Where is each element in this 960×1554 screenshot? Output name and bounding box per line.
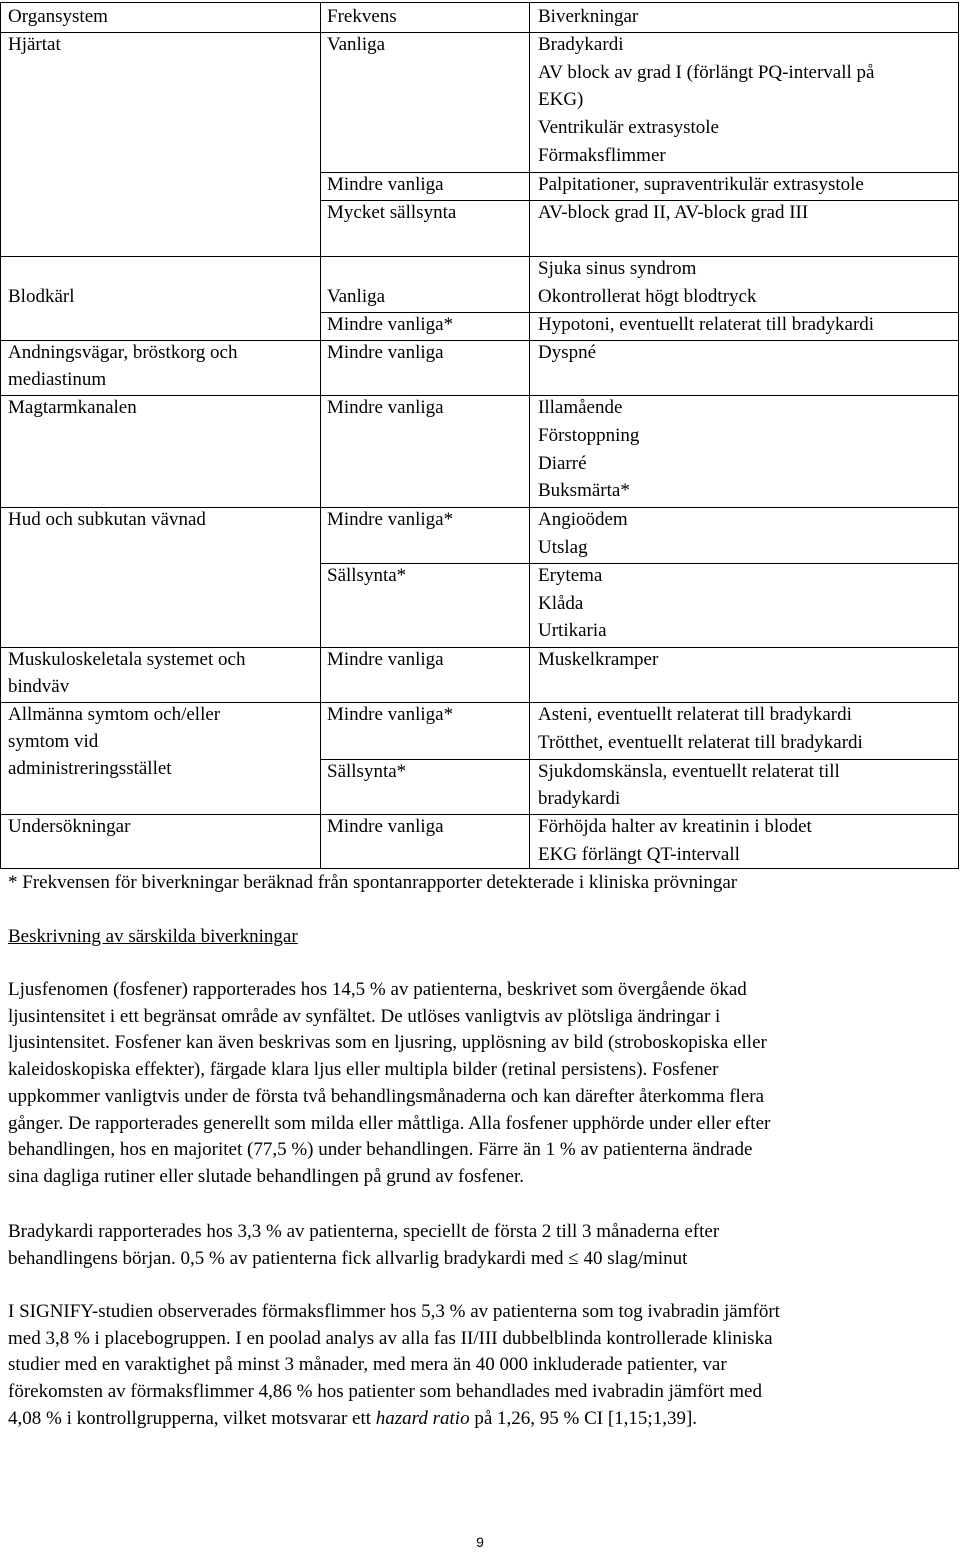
frequency-cell: Mindre vanliga: [327, 649, 444, 670]
table-rule: [0, 340, 959, 341]
paragraph-phosphenes: [8, 977, 952, 1191]
text-line: [8, 1406, 952, 1433]
table-rule: [320, 759, 959, 760]
frequency-cell: Mindre vanliga*: [327, 314, 454, 335]
text-segment: 4,08 % i kontrollgrupperna, vilket motsvarar ett: [8, 1407, 376, 1429]
table-rule: [0, 32, 959, 33]
text-line: I SIGNIFY-studien observerades förmaksflimmer hos 5,3 % av patienterna som tog ivabradin jämfört: [8, 1301, 780, 1322]
frequency-cell: Sällsynta*: [327, 565, 407, 586]
effect-cell: Diarré: [538, 453, 587, 474]
organ-cell: Undersökningar: [8, 816, 131, 837]
text-line: förekomsten av förmaksflimmer 4,86 % hos patienter som behandlades med ivabradin jämfört med: [8, 1381, 762, 1403]
effect-cell: Förmaksflimmer: [538, 145, 666, 166]
effect-cell: Sjukdomskänsla, eventuellt relaterat till: [538, 761, 840, 782]
table-rule: [0, 814, 959, 815]
effect-cell: Ventrikulär extrasystole: [538, 117, 719, 138]
table-rule: [320, 172, 959, 173]
section-heading: Beskrivning av särskilda biverkningar: [8, 926, 298, 947]
column-header-frequency: Frekvens: [327, 6, 397, 27]
table-rule: [0, 2, 1, 869]
effect-cell: Klåda: [538, 593, 584, 614]
organ-cell: Allmänna symtom och/eller: [8, 704, 221, 725]
organ-cell: Hud och subkutan vävnad: [8, 509, 206, 530]
frequency-cell: Mindre vanliga*: [327, 704, 454, 725]
effect-cell: AV block av grad I (förlängt PQ-intervall på: [538, 62, 875, 83]
table-rule: [320, 2, 321, 869]
effect-cell: EKG förlängt QT-intervall: [538, 844, 740, 865]
frequency-cell: Mycket sällsynta: [327, 202, 457, 223]
paragraph-bradycardia: [8, 1219, 952, 1272]
text-line: med 3,8 % i placebogruppen. I en poolad analys av alla fas II/III dubbelblinda kontrollerade kliniska: [8, 1327, 773, 1349]
frequency-cell: Mindre vanliga: [327, 397, 444, 418]
text-line: Ljusfenomen (fosfener) rapporterades hos 14,5 % av patienterna, beskrivet som övergående ökad: [8, 979, 747, 1000]
effect-cell: Sjuka sinus syndrom: [538, 258, 697, 279]
table-rule: [320, 312, 959, 313]
organ-cell: mediastinum: [8, 369, 107, 390]
effect-cell: Illamående: [538, 397, 623, 418]
text-line: gånger. De rapporterades generellt som milda eller måttliga. Alla fosfener upphörde under eller efter: [8, 1112, 771, 1134]
frequency-cell: Vanliga: [327, 34, 386, 55]
text-line: studier med en varaktighet på minst 3 månader, med mera än 40 000 inkluderade patienter, var: [8, 1354, 727, 1376]
table-rule: [529, 2, 530, 869]
text-line: uppkommer vanligtvis under de första två behandlingsmånaderna och kan därefter återkomma flera: [8, 1085, 765, 1107]
text-segment: på 1,26, 95 % CI [1,15;1,39].: [469, 1407, 698, 1429]
column-header-effects: Biverkningar: [538, 6, 639, 27]
frequency-cell: Vanliga: [327, 286, 386, 307]
effect-cell: Trötthet, eventuellt relaterat till bradykardi: [538, 732, 863, 753]
table-rule: [0, 647, 959, 648]
text-line: behandlingens början. 0,5 % av patienterna fick allvarlig bradykardi med ≤ 40 slag/minut: [8, 1247, 688, 1269]
effect-cell: Bradykardi: [538, 34, 624, 55]
effect-cell: Förhöjda halter av kreatinin i blodet: [538, 816, 812, 837]
effect-cell: Hypotoni, eventuellt relaterat till bradykardi: [538, 314, 875, 335]
frequency-cell: Mindre vanliga*: [327, 509, 454, 530]
organ-cell: symtom vid: [8, 731, 99, 752]
table-rule: [958, 2, 959, 869]
effect-cell: Okontrollerat högt blodtryck: [538, 286, 757, 307]
table-rule: [0, 2, 959, 3]
text-line: ljusintensitet i ett begränsat område av synfältet. De utlöses vanligtvis av plötsliga ändringar i: [8, 1005, 721, 1027]
table-rule: [320, 200, 959, 201]
text-line: ljusintensitet. Fosfener kan även beskrivas som en ljusring, upplösning av bild (stroboskopiska eller: [8, 1032, 767, 1054]
frequency-cell: Mindre vanliga: [327, 342, 444, 363]
organ-cell: Blodkärl: [8, 286, 75, 307]
table-rule: [0, 507, 959, 508]
table-rule: [0, 868, 959, 869]
text-line: sina dagliga rutiner eller slutade behandlingen på grund av fosfener.: [8, 1165, 524, 1187]
frequency-cell: Mindre vanliga: [327, 174, 444, 195]
effect-cell: Angioödem: [538, 509, 628, 530]
text-line: behandlingen, hos en majoritet (77,5 %) under behandlingen. Färre än 1 % av patienterna ändrade: [8, 1139, 753, 1161]
effect-cell: Urtikaria: [538, 620, 607, 641]
organ-cell: bindväv: [8, 676, 70, 697]
effect-cell: Palpitationer, supraventrikulär extrasystole: [538, 174, 864, 195]
table-rule: [0, 256, 959, 257]
effect-cell: Förstoppning: [538, 425, 640, 446]
text-line: Bradykardi rapporterades hos 3,3 % av patienterna, speciellt de första 2 till 3 månaderna efter: [8, 1221, 720, 1242]
effect-cell: Asteni, eventuellt relaterat till bradykardi: [538, 704, 852, 725]
effect-cell: AV-block grad II, AV-block grad III: [538, 202, 809, 223]
table-rule: [320, 563, 959, 564]
effect-cell: Utslag: [538, 537, 588, 558]
effect-cell: EKG): [538, 89, 584, 110]
italic-term: hazard ratio: [375, 1407, 470, 1429]
organ-cell: Magtarmkanalen: [8, 397, 137, 418]
frequency-cell: Sällsynta*: [327, 761, 407, 782]
effect-cell: Muskelkramper: [538, 649, 659, 670]
effect-cell: Erytema: [538, 565, 603, 586]
effect-cell: Dyspné: [538, 342, 597, 363]
effect-cell: Buksmärta*: [538, 480, 630, 501]
column-header-organ: Organsystem: [8, 6, 108, 27]
organ-cell: Muskuloskeletala systemet och: [8, 649, 246, 670]
text-line: kaleidoskopiska effekter), färgade klara ljus eller multipla bilder (retinal persistens). Fosfener: [8, 1059, 719, 1081]
table-rule: [0, 702, 959, 703]
table-footnote: * Frekvensen för biverkningar beräknad från spontanrapporter detekterade i kliniska prövningar: [8, 872, 738, 893]
organ-cell: administreringsstället: [8, 758, 172, 779]
organ-cell: Hjärtat: [8, 34, 61, 55]
page-number: 9: [476, 1534, 484, 1550]
paragraph-atrial-fibrillation: [8, 1299, 952, 1433]
effect-cell: bradykardi: [538, 788, 621, 809]
organ-cell: Andningsvägar, bröstkorg och: [8, 342, 238, 363]
table-rule: [0, 395, 959, 396]
frequency-cell: Mindre vanliga: [327, 816, 444, 837]
